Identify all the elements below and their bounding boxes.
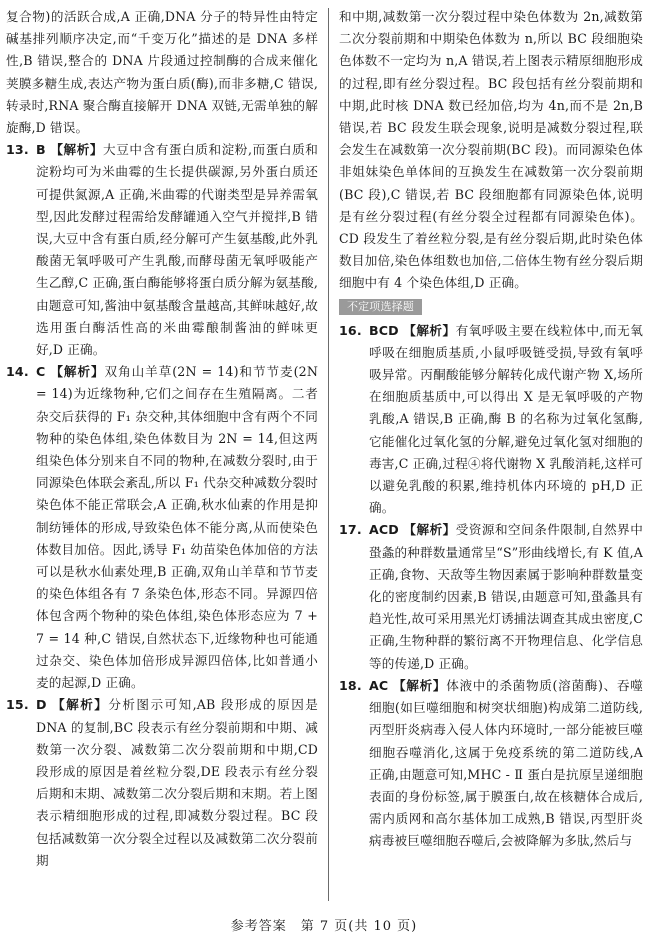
analysis-text: 双角山羊草(2N = 14)和节节麦(2N = 14)为近缘物种,它们之间存在生殖隔离。二者杂交后获得的 F₁ 杂交种,其体细胞中含有两个不同物种的染色体组,染色体数目为 2N = 14,但这两组染色体分别来自不同的物种,在减数分裂时,由于同源染色体联会紊乱,所以 F₁ 代杂交种减数分裂时染色体不能正常联会,A 正确,秋水仙素的作用是抑制纺锤体的形成,导致染色体不能分离,从而使染色体数目加倍。因此,诱导 F₁ 幼苗染色体加倍的方法可以是秋水仙素处理,B 正确,双角山羊草和节节麦的染色体组各有 7 条染色体,形态不同。异源四倍体包含两个物种的染色体组,染色体形态应为 7 + 7 = 14 种,C 错误,自然状态下,近缘物种也可能通过杂交、染色体加倍形成异源四倍体,比如普通小麦的起源,D 正确。 xyxy=(36,364,318,691)
page-footer: 参考答案 第 7 页(共 10 页) xyxy=(230,919,418,934)
analysis-text: 体液中的杀菌物质(溶菌酶)、吞噬细胞(如巨噬细胞和树突状细胞)构成第二道防线,丙型肝炎病毒入侵人体内环境时,一部分能被巨噬细胞吞噬消化,这属于免疫系统的第二道防线,A 正确,由题意可知,MHC - Ⅱ 蛋白是抗原呈递细胞表面的身份标签,属于膜蛋白,故在核糖体合成后,需内质网和高尔基体加工成熟,B 错误,丙型肝炎病毒被巨噬细胞吞噬后,会被降解为多肽,然后与 xyxy=(369,677,644,849)
analysis-tag: 【解析】 xyxy=(52,697,109,713)
left-continuation-text: 复合物)的活跃合成,A 正确,DNA 分子的特异性由特定碱基排列顺序决定,而“千变万化”描述的是 DNA 多样性,B 错误,整合的 DNA 片段通过控制酶的合成来催化荚膜多糖生成,表达产物为蛋白质(酶),而非多糖,C 错误,转录时,RNA 聚合酶直接解开 DNA 双链,无需单独的解旋酶,D 错误。 xyxy=(6,9,318,136)
answer-letter: D xyxy=(36,697,47,713)
analysis-text: 有氧呼吸主要在线粒体中,而无氧呼吸在细胞质基质,小鼠呼吸链受损,导致有氧呼吸异常。丙酮酸能够分解转化成代谢产物 X,场所在细胞质基质中,可以得出 X 是无氧呼吸的产物乳酸,A 错误,B 正确,酶 B 的名称为过氧化氢酶,它能催化过氧化氢的分解,避免过氧化氢对细胞的毒害,C 正确,过程④将代谢物 X 乳酸消耗,这样可以避免乳酸的积累,维持机体内环境的 pH,D 正确。 xyxy=(369,322,643,516)
answer-item-16 xyxy=(339,320,643,520)
answer-item-18 xyxy=(339,675,643,853)
analysis-tag: 【解析】 xyxy=(403,522,456,538)
analysis-text: 受资源和空间条件限制,自然界中蛩螽的种群数量通常呈“S”形曲线增长,有 K 值,A 正确,食物、天敌等生物因素属于影响种群数量变化的密度制约因素,B 错误,由题意可知,蛩螽具有趋光性,故可采用黑光灯诱捕法调查其成虫密度,C 正确,生物种群的繁衍离不开物理信息、化学信息等的传递,D 正确。 xyxy=(369,522,644,671)
question-number: 15. xyxy=(6,697,29,713)
left-column xyxy=(6,6,318,872)
analysis-tag: 【解析】 xyxy=(403,322,456,338)
analysis-tag: 【解析】 xyxy=(393,677,447,693)
right-column xyxy=(339,6,643,853)
question-number: 18. xyxy=(339,677,362,693)
answer-letter: B xyxy=(36,142,46,158)
answer-letter: C xyxy=(36,364,46,380)
answer-item-14 xyxy=(6,361,318,694)
answer-item-17 xyxy=(339,519,643,674)
question-number: 17. xyxy=(339,522,362,538)
analysis-tag: 【解析】 xyxy=(50,142,104,158)
analysis-tag: 【解析】 xyxy=(50,364,105,380)
question-number: 14. xyxy=(6,364,29,380)
question-number: 13. xyxy=(6,142,29,158)
answer-letter: ACD xyxy=(369,522,399,538)
answer-letter: AC xyxy=(369,677,389,693)
answer-letter: BCD xyxy=(369,322,399,338)
answer-item-15 xyxy=(6,694,318,872)
section-header xyxy=(339,295,643,320)
analysis-text: 分析图示可知,AB 段形成的原因是 DNA 的复制,BC 段表示有丝分裂前期和中期、减数第一次分裂、减数第二次分裂前期和中期,CD 段形成的原因是着丝粒分裂,DE 段表示有丝分裂后期和末期、减数第二次分裂后期和末期。若上图表示精细胞形成的过程,即减数分裂过程。BC 段包括减数第一次分裂全过程以及减数第二次分裂前期 xyxy=(36,697,318,868)
column-divider xyxy=(328,8,329,901)
section-label: 不定项选择题 xyxy=(339,299,422,315)
right-continuation-text: 和中期,减数第一次分裂过程中染色体数为 2n,减数第二次分裂前期和中期染色体数为 n,所以 BC 段细胞染色体数不一定均为 n,A 错误,若上图表示精原细胞形成的过程,即有丝分裂过程。BC 段包括有丝分裂前期和中期,此时核 DNA 数已经加倍,均为 4n,而不是 2n,B 错误,若 BC 段发生联会现象,说明是减数分裂过程,联会发生在减数第一次分裂前期(BC 段)。而同源染色体非姐妹染色单体间的互换发生在减数第一次分裂前期(BC 段),C 错误,若 BC 段细胞都有同源染色体,说明是有丝分裂过程(有丝分裂全过程都有同源染色体)。CD 段发生了着丝粒分裂,是有丝分裂后期,此时染色体数目加倍,染色体组数也加倍,二倍体生物有丝分裂后期细胞中有 4 个染色体组,D 正确。 xyxy=(339,9,643,291)
question-number: 16. xyxy=(339,322,362,338)
analysis-text: 大豆中含有蛋白质和淀粉,而蛋白质和淀粉均可为米曲霉的生长提供碳源,另外蛋白质还可提供氮源,A 正确,米曲霉的代谢类型是异养需氧型,因此发酵过程需给发酵罐通入空气并搅拌,B 错误,大豆中含有蛋白质,经分解可产生氨基酸,此外乳酸菌无氧呼吸可产生乳酸,而酵母菌无氧呼吸能产生乙醇,C 正确,蛋白酶能够将蛋白质分解为氨基酸,由题意可知,酱油中氨基酸含量越高,其鲜味越好,故选用蛋白酶活性高的米曲霉酿制酱油的鲜味更好,D 正确。 xyxy=(36,142,318,358)
answer-item-13 xyxy=(6,139,318,361)
